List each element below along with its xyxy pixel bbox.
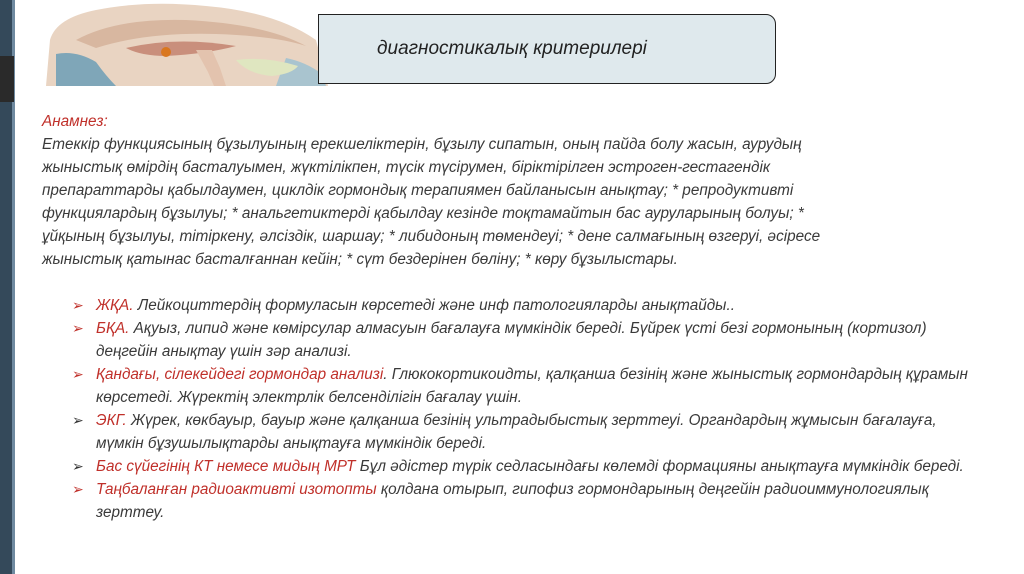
slide-title: диагностикалық критерилері — [377, 38, 647, 59]
list-item-text: Лейкоциттердің формуласын көрсетеді және инф патологияларды анықтайды.. — [133, 297, 735, 314]
list-item — [72, 294, 972, 317]
list-item-text: қолдана отырып, гипофиз гормондарының деңгейін радиоиммунологиялық зерттеу. — [96, 481, 929, 521]
list-item-term: Қандағы, сілекейдегі гормондар анализі — [96, 366, 384, 383]
list-item — [72, 409, 972, 455]
list-item-term: ЭКГ. — [96, 412, 127, 429]
list-item-term: Таңбаланған радиоактивті изотопты — [96, 481, 377, 498]
list-item-term: Бас сүйегінің КТ немесе мидың МРТ — [96, 458, 356, 475]
list-item — [72, 455, 972, 478]
anamnez-text: Етеккір функциясының бұзылуының ерекшеліктерін, бұзылу сипатын, оның пайда болу жасын, аурудың жыныстық өмірдің басталуымен, жүктілікпен, түсік түсірумен, біріктірілген эстроген-гестагендік препараттарды қабылдаумен, циклдік гормондық терапиямен байланысын анықтау; * репродуктивті функциялардың бұзылуы; * анальгетиктерді қабылдау кезінде тоқтамайтын бас ауруларының болуы; * ұйқының бұзылуы, тітіркену, әлсіздік, шаршау; * либидоның төмендеуі; * дене салмағының өзгеруі, әсіресе жыныстық қатынас басталғаннан кейін; * сүт бездерінен бөліну; * көру бұзылыстары. — [42, 136, 821, 268]
arrow-bullet-icon: ➢ — [72, 412, 84, 428]
list-item-term: ЖҚА. — [96, 297, 134, 314]
list-item-text: Жүрек, көкбауыр, бауыр және қалқанша безінің ультрадыбыстық зерттеуі. Органдардың жұмысын бағалауға, мүмкін бұзушылықтарды анықтауға мүмкіндік береді. — [96, 412, 937, 452]
corner-accent — [0, 56, 14, 102]
anamnez-section — [42, 110, 972, 271]
list-item — [72, 363, 972, 409]
list-item-text: Бұл әдістер түрік седласындағы көлемді формацияны анықтауға мүмкіндік береді. — [355, 458, 964, 475]
list-item — [72, 317, 972, 363]
arrow-bullet-icon: ➢ — [72, 366, 84, 382]
list-item-term: БҚА. — [96, 320, 130, 337]
arrow-bullet-icon: ➢ — [72, 481, 84, 497]
arrow-bullet-icon: ➢ — [72, 458, 84, 474]
brain-illustration — [36, 0, 336, 86]
title-box — [318, 14, 776, 84]
arrow-bullet-icon: ➢ — [72, 297, 84, 313]
diagnostic-list — [72, 294, 972, 524]
list-item-text: Ақуыз, липид және көмірсулар алмасуын бағалауға мүмкіндік береді. Бүйрек үсті безі гормонының (кортизол) деңгейін анықтау үшін зәр анализі. — [96, 320, 927, 360]
list-item — [72, 478, 972, 524]
anamnez-label: Анамнез: — [42, 113, 108, 130]
list-item-text: . Глюкокортикоидты, қалқанша безінің және жыныстық гормондардың құрамын көрсетеді. Жүректің электрлік белсенділігін бағалау үшін. — [96, 366, 968, 406]
arrow-bullet-icon: ➢ — [72, 320, 84, 336]
